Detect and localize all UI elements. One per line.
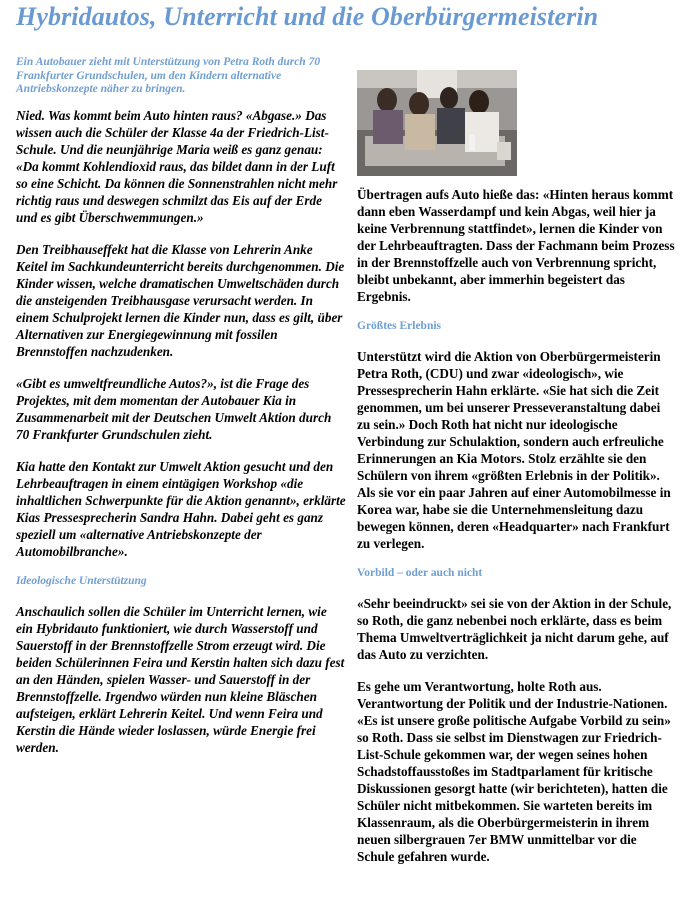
paragraph: «Sehr beeindruckt» sei sie von der Aktion in der Schule, so Roth, die ganz nebenbei noch erklärte, dass es beim Thema Umweltverträglichkeit ja nicht darum gehe, auf das Auto zu verzichten. [357, 596, 672, 662]
paragraph: Kia hatte den Kontakt zur Umwelt Aktion gesucht und den Lehrbeauftragen in einem eintägigen Workshop «die inhaltlichen Schwerpunkte für die Aktion genannt», erklärte Kias Pressesprecherin Sandra Hahn. Dabei geht es ganz speziell um «alternative Antriebskonzepte der Automobilbranche». [16, 458, 346, 559]
subheading: Ideologische Unterstützung [16, 574, 147, 587]
subheading: Vorbild – oder auch nicht [357, 567, 483, 579]
right-column [357, 56, 675, 880]
paragraph: Übertragen aufs Auto hieße das: «Hinten heraus kommt dann eben Wasserdampf und kein Abgas, weil hier ja keine Verbrennung stattfindet», lernen die Kinder von der Lehrbeauftragten. Dass der Fachmann beim Prozess in der Brennstoffzelle auch von Verbrennung spricht, bleibt unbekannt, aber immerhin begeistert das Ergebnis. [357, 187, 675, 304]
subheading: Größtes Erlebnis [357, 320, 442, 332]
paragraph: Es gehe um Verantwortung, holte Roth aus. Verantwortung der Politik und der Industrie-Nationen. «Es ist unsere große politische Aufgabe Vorbild zu sein» so Roth. Dass sie selbst im Dienstwagen zur Friedrich-List-Schule gekommen war, der wegen seines hohen Schadstoffausstoßes im Stadtparlament für kritische Diskussionen gesorgt hatte (wir berichteten), hatten die Schüler nicht mitbekommen. Sie warteten bereits im Klassenraum, als die Oberbürgermeisterin in ihrem neuen silbergrauen 7er BMW unmittelbar vor die Schule gefahren wurde. [357, 679, 671, 864]
paragraph: Nied. Was kommt beim Auto hinten raus? «Abgase.» Das wissen auch die Schüler der Klasse 4a der Friedrich-List-Schule. Und die neunjährige Maria weiß es ganz genau: «Da kommt Kohlendioxid raus, das bildet dann in der Luft so eine Schicht. Da können die Sonnenstrahlen nicht mehr richtig raus und deswegen schmilzt das Eis auf der Erde und es gibt Überschwemmungen.» [16, 107, 338, 225]
paragraph: Den Treibhauseffekt hat die Klasse von Lehrerin Anke Keitel im Sachkundeunterricht bereits durchgenommen. Die Kinder wissen, welche dramatischen Umweltschäden durch die ansteigenden Treibhausgase verursacht werden. In einem Schulprojekt lernen die Kinder nun, dass es gilt, über Alternativen zur Energiegewinnung mit fossilen Brennstoffen nachzudenken. [16, 241, 345, 359]
paragraph: Unterstützt wird die Aktion von Oberbürgermeisterin Petra Roth, (CDU) und zwar «ideologisch», wie Pressesprecherin Hahn erklärte. «Sie hat sich die Zeit genommen, um bei unserer Presseveranstaltung dabei zu sein.» Doch Roth hat nicht nur ideologische Verbindung zur Schulaktion, sondern auch erfreuliche Erinnerungen an Kia Motors. Stolz erzählte sie den Schülern von ihrem «größten Erlebnis in der Politik». Als sie vor ein paar Jahren auf einer Automobilmesse in Korea war, habe sie die Unternehmensleitung dazu bewegen können, deren «Headquarter» nach Frankfurt zu verlegen. [357, 349, 671, 551]
paragraph: Anschaulich sollen die Schüler im Unterricht lernen, wie ein Hybridauto funktioniert, wie durch Wasserstoff und Sauerstoff in der Brennstoffzelle Strom erzeugt wird. Die beiden Schülerinnen Feira und Kerstin halten sich dazu fest an den Händen, spielen Wasser- und Sauerstoff in der Brennstoffzelle. Irgendwo würden nun kleine Bläschen aufsteigen, erklärt Lehrerin Keitel. Und wenn Feira und Kerstin die Hände wieder loslassen, würde Energie frei werden. [16, 603, 345, 755]
article-lead: Ein Autobauer zieht mit Unterstützung von Petra Roth durch 70 Frankfurter Grundschulen, um den Kindern alternative Antriebskonzepte näher zu bringen. [16, 56, 321, 95]
article-title: Hybridautos, Unterricht und die Oberbürgermeisterin [16, 2, 599, 31]
left-column [16, 56, 346, 771]
article-photo [357, 70, 517, 176]
paragraph: «Gibt es umweltfreundliche Autos?», ist die Frage des Projektes, mit dem momentan der Autobauer Kia in Zusammenarbeit mit der Deutschen Umwelt Aktion durch 70 Frankfurter Grundschulen zieht. [16, 375, 332, 442]
classroom-photo-image [357, 70, 517, 176]
